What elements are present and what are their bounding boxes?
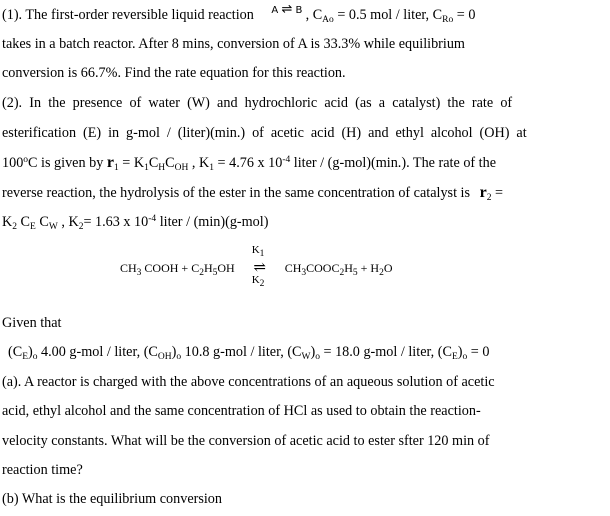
qa-line1: (a). A reactor is charged with the above concentrations of an aqueous solution of acetic — [2, 374, 495, 390]
p2-line1: (2). In the presence of water (W) and hydrochloric acid (as a catalyst) the rate of — [2, 95, 513, 111]
p1-line1: (1). The first-order reversible liquid reaction $^{A \rightleftharpoons B}$ , $C_{Ao} = 0.5$ mol / liter, $C_{Ro} = 0$ — [2, 2, 476, 25]
esterification-equation: $CH_3$ COOH + $C_2H_5OH$ $K_1$ ⇌ $K_2$ $CH_3COOC_2H_5 + H_2O$ — [120, 244, 393, 289]
p1-line3: conversion is 66.7%. Find the rate equation for this reaction. — [2, 65, 346, 81]
qa-line4: reaction time? — [2, 462, 83, 478]
p1-line2: takes in a batch reactor. After 8 mins, conversion of A is 33.3% while equilibrium — [2, 36, 465, 52]
qa-line3: velocity constants. What will be the conversion of acetic acid to ester sfter 120 min of — [2, 433, 490, 449]
qb-line1: (b) What is the equilibrium conversion — [2, 491, 222, 507]
reaction-formula: A ⇌ B — [271, 2, 303, 17]
qa-line2: acid, ethyl alcohol and the same concentration of HCl as used to obtain the reaction- — [2, 403, 481, 419]
p1-text: (1). The first-order reversible liquid reaction — [2, 7, 254, 23]
p2-line2: esterification (E) in g-mol / (liter)(min.) of acetic acid (H) and ethyl alcohol (OH) at — [2, 125, 527, 141]
p2-line4: reverse reaction, the hydrolysis of the ester in the same concentration of catalyst is $r_2$ = — [2, 184, 503, 203]
equilibrium-arrow: $K_1$ ⇌ $K_2$ — [251, 244, 266, 289]
p2-line5: $K_2$ $C_E$ $C_W$ , $K_2= 1.63$ x $10^{-4}$ liter / (min)(g-mol) — [2, 214, 269, 232]
p2-line3: 100$^o$C is given by $r_1 = K_1C_HC_{OH}$ , $K_1 = 4.76$ x $10^{-4}$ liter / (g-mol)(min.). The rate of the — [2, 154, 497, 173]
given-title: Given that — [2, 315, 62, 331]
given-values: $(C_E)_o$ 4.00 g-mol / liter, $(C_{OH})_o$ 10.8 g-mol / liter, $(C_W)_o = 18.0$ g-mol / liter, $(C_E)_o = 0$ — [8, 344, 490, 362]
